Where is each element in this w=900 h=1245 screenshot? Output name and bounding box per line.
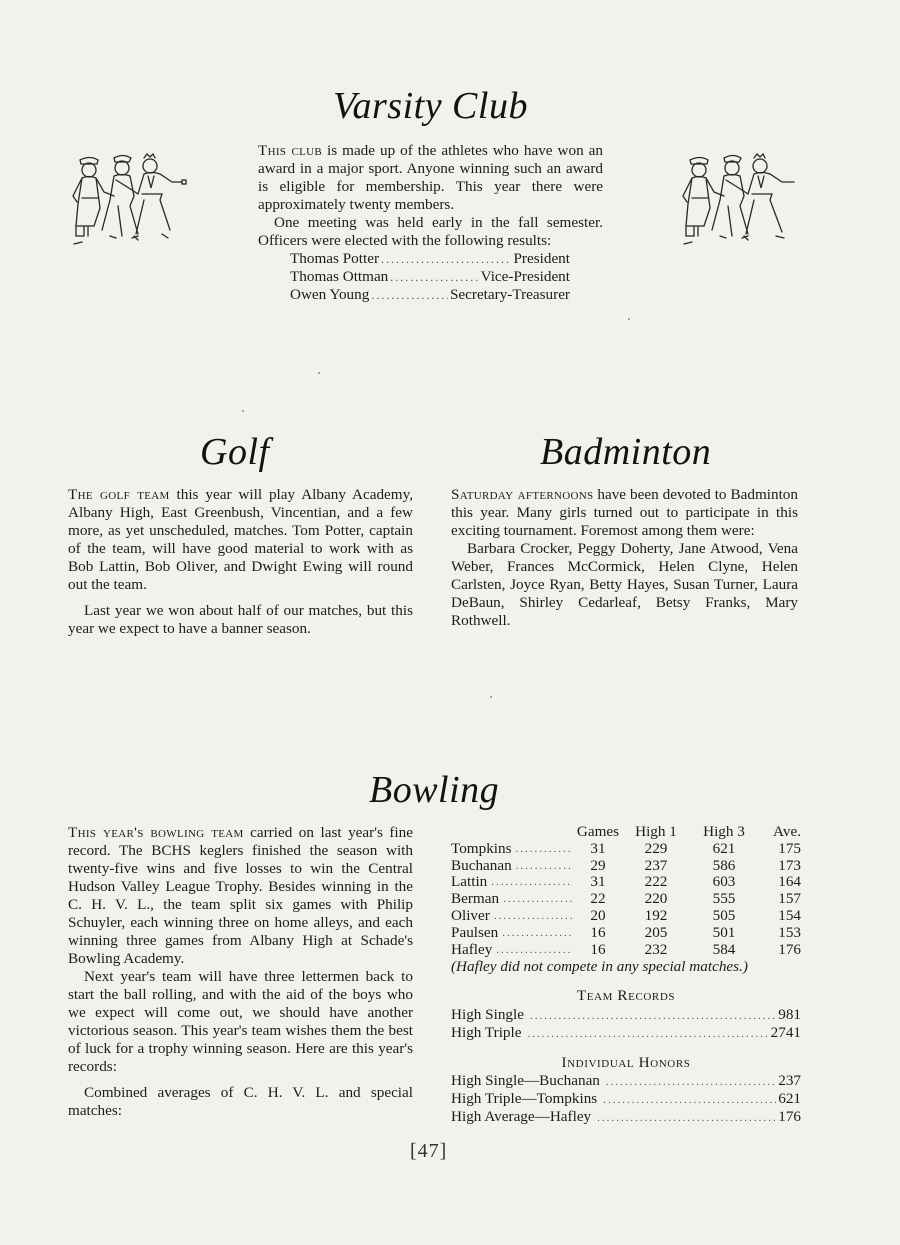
record-value: 2741 [770,1023,801,1041]
leader-dots [381,250,511,268]
player-name: Hafley [451,941,493,958]
officer-name: Thomas Ottman [290,268,389,285]
officer-row [290,250,570,268]
officer-office: President [513,250,570,267]
golf-body [68,486,413,638]
officer-name: Owen Young [290,286,370,303]
honor-label: High Triple—Tompkins [451,1090,598,1108]
officer-row [290,268,570,286]
badminton-body [451,486,798,630]
varsity-club-title: Varsity Club [333,85,528,127]
table-row [451,925,801,942]
games-cell: 31 [590,839,606,857]
record-value: 981 [778,1005,801,1023]
player-name: Oliver [451,907,490,924]
golf-paragraph-1 [68,486,413,594]
leader-dots [390,268,478,286]
marching-athletes-illustration-left [62,148,198,252]
games-cell: 31 [590,873,606,891]
high1-cell: 192 [644,906,668,924]
leader-dots [516,858,573,875]
player-name: Berman [451,891,500,908]
bowling-paragraph-3: Combined averages of C. H. V. L. and special matches: [68,1084,413,1119]
page-number: [47] [410,1140,448,1162]
player-name-cell [451,874,573,891]
ave-cell: 154 [778,906,801,924]
individual-honors-heading: Individual Honors [561,1053,691,1071]
bowling-body [68,824,413,1120]
header-games: Games [576,823,620,840]
record-row [451,1025,801,1043]
table-row [451,908,801,925]
varsity-lead: This club [258,142,323,159]
ave-cell: 157 [778,890,801,908]
officer-name: Thomas Potter [290,250,380,267]
golf-lead: The golf team [68,486,170,503]
table-header-row [451,824,801,841]
leader-dots [491,874,573,891]
badminton-players-list: Barbara Crocker, Peggy Doherty, Jane Atwood, Vena Weber, Frances McCormick, Helen Clyne, Helen Carlsten, Joyce Ryan, Betty Hayes, Susan Turner, Laura DeBaun, Shirley Cedarleaf, Betsy Franks, Mary Rothwell. [451,540,798,629]
bowling-paragraph-2: Next year's team will have three lettermen back to start the ball rolling, and with the aid of the boys who we expect will come out, we should have another victorious season. This year's team wishes them the best of luck for a trophy winning season. Here are this year's records: [68,968,413,1075]
varsity-paragraph-1 [258,142,603,214]
varsity-club-body [258,142,603,304]
table-row [451,874,801,891]
honor-row [451,1109,801,1127]
print-speck [318,372,320,374]
high3-cell: 584 [712,940,736,958]
table-note: (Hafley did not compete in any special matches.) [451,958,748,976]
high3-cell: 621 [712,839,736,857]
print-speck [490,696,492,698]
print-speck [242,410,244,412]
games-cell: 20 [590,906,606,924]
bowling-records [451,824,801,1127]
officer-row [290,286,570,304]
player-name-cell [451,858,573,875]
golf-title: Golf [200,431,270,473]
player-name-cell [451,942,573,959]
officer-office: Vice-President [480,268,570,285]
high1-cell: 237 [644,856,668,874]
high3-cell: 603 [712,873,736,891]
player-name: Buchanan [451,857,512,874]
high1-cell: 229 [644,839,668,857]
high3-cell: 501 [712,923,736,941]
leader-dots [606,1074,776,1091]
record-label: High Single [451,1005,524,1023]
header-ave: Ave. [773,823,801,840]
ave-cell: 176 [778,940,801,958]
bowling-paragraph-1 [68,824,413,968]
table-row [451,942,801,959]
table-row [451,891,801,908]
badminton-paragraph-1 [451,486,798,540]
ave-cell: 175 [778,839,801,857]
record-row [451,1007,801,1025]
honor-value: 621 [778,1090,801,1108]
high1-cell: 205 [644,923,668,941]
player-name: Paulsen [451,924,499,941]
varsity-paragraph-2: One meeting was held early in the fall semester. Officers were elected with the following results: [258,214,603,249]
bowling-title: Bowling [369,769,500,811]
leader-dots [527,1026,768,1043]
golf-paragraph-1-text: this year will play Albany Academy, Albany High, East Greenbush, Vincentian, and a few more, as yet unscheduled, matches. Tom Potter, captain of the team, will have good material to work with as Bob Lattin, Bob Oliver, and Dwight Ewing will round out the team. [68,486,413,593]
high3-cell: 555 [712,890,736,908]
player-name-cell [451,908,573,925]
player-name: Lattin [451,874,488,891]
honor-label: High Single—Buchanan [451,1072,600,1090]
leader-dots [516,841,573,858]
ave-cell: 173 [778,856,801,874]
print-speck [628,318,630,320]
games-cell: 22 [590,890,606,908]
honor-row [451,1073,801,1091]
leader-dots [503,891,573,908]
games-cell: 16 [590,923,606,941]
high1-cell: 222 [644,873,668,891]
header-high3: High 3 [703,823,745,840]
table-row [451,858,801,875]
leader-dots [494,908,573,925]
officer-office: Secretary-Treasurer [449,286,570,303]
leader-dots [496,942,573,959]
record-label: High Triple [451,1023,522,1041]
leader-dots [597,1110,776,1127]
player-name: Tompkins [451,840,512,857]
games-cell: 16 [590,940,606,958]
ave-cell: 153 [778,923,801,941]
player-name-cell [451,891,573,908]
leader-dots [371,286,448,304]
high3-cell: 586 [712,856,736,874]
leader-dots [530,1008,776,1025]
high3-cell: 505 [712,906,736,924]
badminton-lead: Saturday afternoons [451,486,594,503]
header-high1: High 1 [635,823,677,840]
team-records-heading: Team Records [576,987,676,1005]
high1-cell: 232 [644,940,668,958]
varsity-paragraph-1-text: is made up of the athletes who have won an award in a major sport. Anyone winning such an award is eligible for membership. This year there were approximately twenty members. [258,142,603,213]
officers-list [290,250,570,304]
leader-dots [603,1092,776,1109]
games-cell: 29 [590,856,606,874]
honor-row [451,1091,801,1109]
honor-value: 237 [778,1072,801,1090]
ave-cell: 164 [778,873,801,891]
high1-cell: 220 [644,890,668,908]
player-name-cell [451,841,573,858]
badminton-paragraph-1-text: have been devoted to Badminton this year. Many girls turned out to participate in this exciting tournament. Foremost among them were: [451,486,798,539]
leader-dots [502,925,573,942]
bowling-paragraph-1-text: carried on last year's fine record. The BCHS keglers finished the season with twenty-five wins and five losses to win the Central Hudson Valley League Trophy. Besides winning in the C. H. V. L., the team split six games with Philip Schuyler, each winning three on home alleys, and each winning three games from Albany High at Schade's Bowling Academy. [68,824,413,967]
honor-value: 176 [778,1107,801,1125]
bowling-lead: This year's bowling team [68,824,244,841]
honor-label: High Average—Hafley [451,1107,592,1125]
table-row [451,841,801,858]
player-name-cell [451,925,573,942]
header-name [451,824,573,841]
golf-paragraph-2: Last year we won about half of our matches, but this year we expect to have a banner season. [68,602,413,637]
badminton-title: Badminton [540,431,712,473]
marching-athletes-illustration-right [672,148,808,252]
